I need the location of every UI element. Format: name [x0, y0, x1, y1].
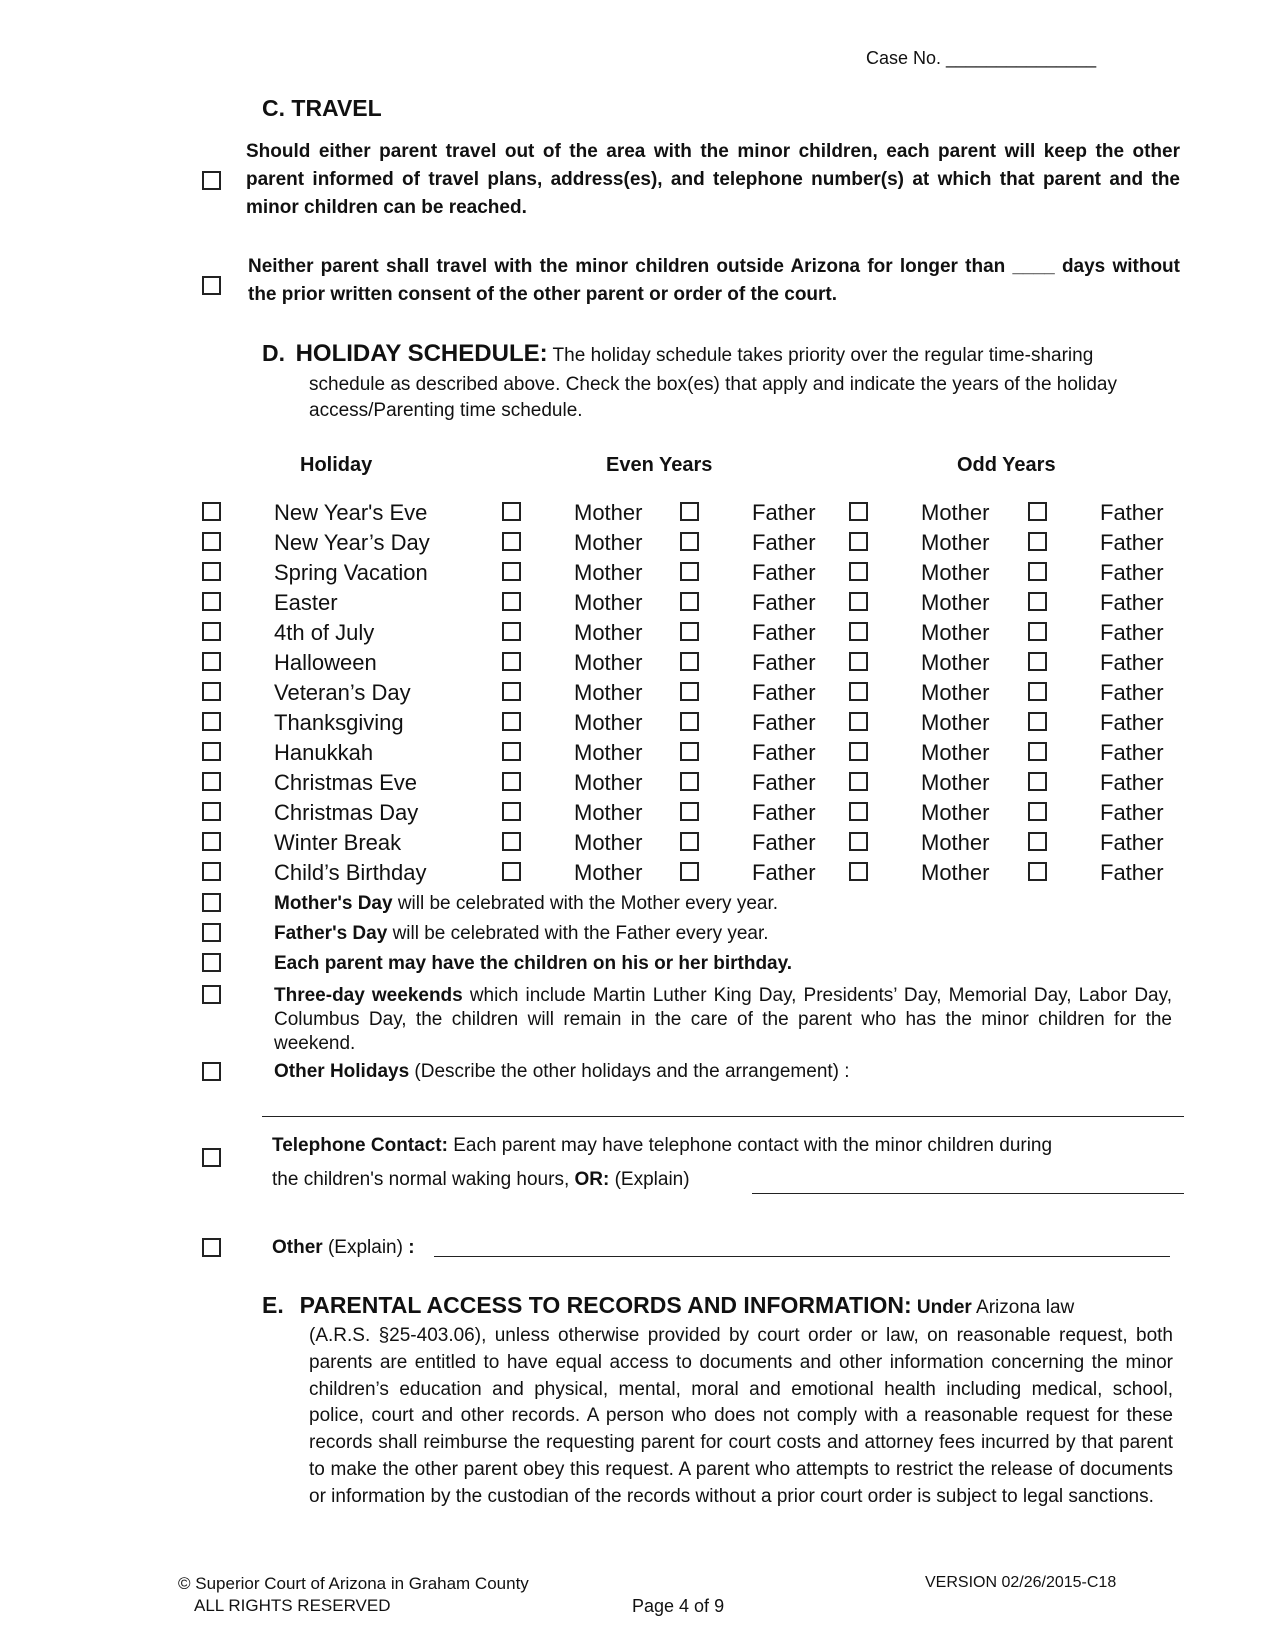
footer-rights: ALL RIGHTS RESERVED [194, 1596, 391, 1615]
telephone-explain-line[interactable] [752, 1193, 1184, 1194]
even-mother-label: Mother [574, 860, 643, 885]
holiday-name: Christmas Day [274, 800, 419, 825]
records-heading-line: E. PARENTAL ACCESS TO RECORDS AND INFORMATION: Under Arizona law [262, 1292, 1075, 1318]
even-father-label: Father [752, 620, 816, 645]
fathers-day-checkbox[interactable] [202, 923, 221, 942]
odd-mother-checkbox[interactable] [849, 772, 868, 791]
odd-mother-checkbox[interactable] [849, 682, 868, 701]
odd-mother-label: Mother [921, 710, 990, 735]
even-mother-label: Mother [574, 650, 643, 675]
odd-mother-checkbox[interactable] [849, 862, 868, 881]
odd-father-checkbox[interactable] [1028, 652, 1047, 671]
even-father-checkbox[interactable] [680, 562, 699, 581]
odd-father-label: Father [1100, 530, 1164, 555]
holiday-row [0, 710, 1275, 740]
even-father-checkbox[interactable] [680, 742, 699, 761]
even-mother-label: Mother [574, 590, 643, 615]
odd-father-checkbox[interactable] [1028, 832, 1047, 851]
odd-mother-label: Mother [921, 800, 990, 825]
odd-mother-checkbox[interactable] [849, 592, 868, 611]
holiday-select-checkbox[interactable] [202, 562, 221, 581]
even-mother-label: Mother [574, 710, 643, 735]
even-mother-checkbox[interactable] [502, 802, 521, 821]
holiday-row [0, 590, 1275, 620]
travel-inform-checkbox[interactable] [202, 171, 221, 190]
holiday-row [0, 530, 1275, 560]
holiday-intro-rest: schedule as described above. Check the box(es) that apply and indicate the years of the holiday access/Parenting time schedule. [309, 374, 1118, 421]
even-father-label: Father [752, 560, 816, 585]
holiday-row [0, 770, 1275, 800]
odd-father-checkbox[interactable] [1028, 532, 1047, 551]
holiday-select-checkbox[interactable] [202, 622, 221, 641]
odd-mother-label: Mother [921, 560, 990, 585]
odd-mother-checkbox[interactable] [849, 802, 868, 821]
odd-father-checkbox[interactable] [1028, 622, 1047, 641]
even-mother-checkbox[interactable] [502, 592, 521, 611]
birthday-checkbox[interactable] [202, 953, 221, 972]
even-father-checkbox[interactable] [680, 532, 699, 551]
even-mother-checkbox[interactable] [502, 712, 521, 731]
even-father-label: Father [752, 530, 816, 555]
other-text: Other (Explain) : [272, 1237, 415, 1258]
even-mother-checkbox[interactable] [502, 832, 521, 851]
odd-father-checkbox[interactable] [1028, 502, 1047, 521]
telephone-contact-line2: the children's normal waking hours, OR: (Explain) [272, 1169, 690, 1190]
even-father-checkbox[interactable] [680, 802, 699, 821]
even-mother-checkbox[interactable] [502, 622, 521, 641]
holiday-select-checkbox[interactable] [202, 712, 221, 731]
col-even-header: Even Years [606, 454, 713, 476]
holiday-row [0, 830, 1275, 860]
odd-father-checkbox[interactable] [1028, 862, 1047, 881]
even-father-checkbox[interactable] [680, 502, 699, 521]
odd-mother-checkbox[interactable] [849, 832, 868, 851]
odd-mother-label: Mother [921, 740, 990, 765]
mothers-day-text: Mother's Day will be celebrated with the Mother every year. [274, 893, 779, 914]
holiday-name: Thanksgiving [274, 710, 404, 735]
even-father-label: Father [752, 830, 816, 855]
three-day-weekends-checkbox[interactable] [202, 985, 221, 1004]
travel-inform-text: Should either parent travel out of the area with the minor children, each parent will keep the other parent informed of travel plans, address(es), and telephone number(s) at which that parent and the minor children can be reached. [246, 141, 1180, 218]
holiday-row [0, 740, 1275, 770]
holiday-name: Halloween [274, 650, 377, 675]
even-mother-checkbox[interactable] [502, 652, 521, 671]
holiday-name: Spring Vacation [274, 560, 428, 585]
holiday-name: Veteran’s Day [274, 680, 411, 705]
holiday-select-checkbox[interactable] [202, 802, 221, 821]
other-checkbox[interactable] [202, 1238, 221, 1257]
holiday-select-checkbox[interactable] [202, 502, 221, 521]
other-holidays-checkbox[interactable] [202, 1062, 221, 1081]
odd-father-label: Father [1100, 560, 1164, 585]
odd-mother-checkbox[interactable] [849, 562, 868, 581]
even-mother-label: Mother [574, 530, 643, 555]
holiday-title: HOLIDAY SCHEDULE: [295, 340, 548, 367]
holiday-select-checkbox[interactable] [202, 772, 221, 791]
even-father-checkbox[interactable] [680, 592, 699, 611]
even-mother-checkbox[interactable] [502, 502, 521, 521]
holiday-select-checkbox[interactable] [202, 742, 221, 761]
footer-copyright: © Superior Court of Arizona in Graham County [178, 1574, 529, 1593]
three-day-weekends-text: Three-day weekends which include Martin Luther King Day, Presidents’ Day, Memorial Day, Labor Day, Columbus Day, the children will remain in the care of the parent who has the minor children for the weekend. [274, 985, 1172, 1054]
even-mother-checkbox[interactable] [502, 862, 521, 881]
holiday-name: Child’s Birthday [274, 860, 427, 885]
even-father-label: Father [752, 800, 816, 825]
holiday-name: New Year’s Day [274, 530, 430, 555]
even-father-checkbox[interactable] [680, 712, 699, 731]
holiday-select-checkbox[interactable] [202, 682, 221, 701]
even-mother-label: Mother [574, 680, 643, 705]
odd-mother-checkbox[interactable] [849, 532, 868, 551]
odd-father-label: Father [1100, 740, 1164, 765]
even-mother-checkbox[interactable] [502, 772, 521, 791]
birthday-text: Each parent may have the children on his or her birthday. [274, 953, 793, 974]
other-holidays-text: Other Holidays (Describe the other holidays and the arrangement) : [274, 1061, 850, 1082]
odd-mother-checkbox[interactable] [849, 712, 868, 731]
odd-father-label: Father [1100, 500, 1164, 525]
travel-title: C. TRAVEL [262, 95, 382, 121]
even-father-checkbox[interactable] [680, 652, 699, 671]
holiday-row [0, 800, 1275, 830]
holiday-row [0, 500, 1275, 530]
odd-mother-label: Mother [921, 830, 990, 855]
even-father-checkbox[interactable] [680, 682, 699, 701]
case-number: Case No. _______________ [866, 48, 1097, 68]
odd-father-checkbox[interactable] [1028, 712, 1047, 731]
even-father-label: Father [752, 650, 816, 675]
odd-father-label: Father [1100, 770, 1164, 795]
odd-father-label: Father [1100, 830, 1164, 855]
footer-page-number: Page 4 of 9 [632, 1596, 725, 1616]
holiday-name: Winter Break [274, 830, 402, 855]
even-mother-label: Mother [574, 620, 643, 645]
holiday-select-checkbox[interactable] [202, 532, 221, 551]
even-father-label: Father [752, 590, 816, 615]
odd-mother-label: Mother [921, 620, 990, 645]
holiday-row [0, 650, 1275, 680]
even-father-label: Father [752, 770, 816, 795]
odd-father-label: Father [1100, 590, 1164, 615]
even-mother-label: Mother [574, 800, 643, 825]
even-mother-label: Mother [574, 830, 643, 855]
odd-father-checkbox[interactable] [1028, 772, 1047, 791]
odd-mother-checkbox[interactable] [849, 652, 868, 671]
holiday-select-checkbox[interactable] [202, 592, 221, 611]
holiday-select-checkbox[interactable] [202, 832, 221, 851]
odd-mother-label: Mother [921, 680, 990, 705]
odd-father-checkbox[interactable] [1028, 742, 1047, 761]
holiday-name: Hanukkah [274, 740, 374, 765]
holiday-row [0, 620, 1275, 650]
even-father-label: Father [752, 710, 816, 735]
telephone-contact-line1: Telephone Contact: Each parent may have telephone contact with the minor children during [272, 1135, 1053, 1156]
other-explain-line[interactable] [434, 1256, 1170, 1257]
holiday-name: Easter [274, 590, 338, 615]
holiday-select-checkbox[interactable] [202, 652, 221, 671]
holiday-row [0, 560, 1275, 590]
col-holiday-header: Holiday [300, 454, 373, 476]
mothers-day-checkbox[interactable] [202, 893, 221, 912]
col-odd-header: Odd Years [957, 454, 1056, 476]
telephone-contact-checkbox[interactable] [202, 1148, 221, 1167]
odd-mother-label: Mother [921, 500, 990, 525]
odd-mother-label: Mother [921, 860, 990, 885]
footer-version: VERSION 02/26/2015-C18 [925, 1574, 1117, 1591]
even-mother-checkbox[interactable] [502, 742, 521, 761]
odd-father-label: Father [1100, 650, 1164, 675]
even-father-checkbox[interactable] [680, 832, 699, 851]
odd-father-label: Father [1100, 680, 1164, 705]
holiday-name: New Year's Eve [274, 500, 428, 525]
travel-limit-text: Neither parent shall travel with the minor children outside Arizona for longer than ____ days without the prior written consent of the other parent or order of the court. [248, 256, 1180, 305]
even-mother-label: Mother [574, 560, 643, 585]
travel-limit-checkbox[interactable] [202, 276, 221, 295]
holiday-name: Christmas Eve [274, 770, 418, 795]
even-mother-label: Mother [574, 770, 643, 795]
other-holidays-line[interactable] [262, 1116, 1184, 1117]
odd-father-label: Father [1100, 710, 1164, 735]
records-title: PARENTAL ACCESS TO RECORDS AND INFORMATION: [299, 1292, 912, 1318]
odd-father-label: Father [1100, 800, 1164, 825]
even-mother-checkbox[interactable] [502, 562, 521, 581]
even-father-checkbox[interactable] [680, 622, 699, 641]
even-mother-label: Mother [574, 740, 643, 765]
odd-father-checkbox[interactable] [1028, 592, 1047, 611]
even-mother-checkbox[interactable] [502, 682, 521, 701]
odd-mother-checkbox[interactable] [849, 622, 868, 641]
holiday-row [0, 860, 1275, 890]
even-father-label: Father [752, 860, 816, 885]
even-father-checkbox[interactable] [680, 862, 699, 881]
holiday-name: 4th of July [274, 620, 375, 645]
odd-mother-checkbox[interactable] [849, 502, 868, 521]
odd-father-label: Father [1100, 620, 1164, 645]
even-father-label: Father [752, 680, 816, 705]
odd-mother-label: Mother [921, 770, 990, 795]
holiday-row [0, 680, 1275, 710]
odd-mother-checkbox[interactable] [849, 742, 868, 761]
even-father-label: Father [752, 740, 816, 765]
records-body: (A.R.S. §25-403.06), unless otherwise provided by court order or law, on reasonable request, both parents are entitled to have equal access to documents and other information concerning the minor children’s education and physical, mental, moral and emotional health including medical, school, police, court and other records. A person who does not comply with a reasonable request for these records shall reimburse the requesting parent for court costs and attorney fees incurred by that parent to make the other parent obey this request. A parent who attempts to restrict the release of documents or information by the custodian of the records without a prior court order is subject to legal sanctions. [309, 1325, 1173, 1507]
even-father-label: Father [752, 500, 816, 525]
odd-father-checkbox[interactable] [1028, 802, 1047, 821]
odd-mother-label: Mother [921, 530, 990, 555]
even-father-checkbox[interactable] [680, 772, 699, 791]
odd-father-label: Father [1100, 860, 1164, 885]
odd-mother-label: Mother [921, 650, 990, 675]
even-mother-label: Mother [574, 500, 643, 525]
fathers-day-text: Father's Day will be celebrated with the Father every year. [274, 923, 769, 944]
odd-father-checkbox[interactable] [1028, 562, 1047, 581]
holiday-intro-line1: D. HOLIDAY SCHEDULE: The holiday schedule takes priority over the regular time-sharing [262, 340, 1094, 367]
odd-father-checkbox[interactable] [1028, 682, 1047, 701]
holiday-select-checkbox[interactable] [202, 862, 221, 881]
odd-mother-label: Mother [921, 590, 990, 615]
even-mother-checkbox[interactable] [502, 532, 521, 551]
